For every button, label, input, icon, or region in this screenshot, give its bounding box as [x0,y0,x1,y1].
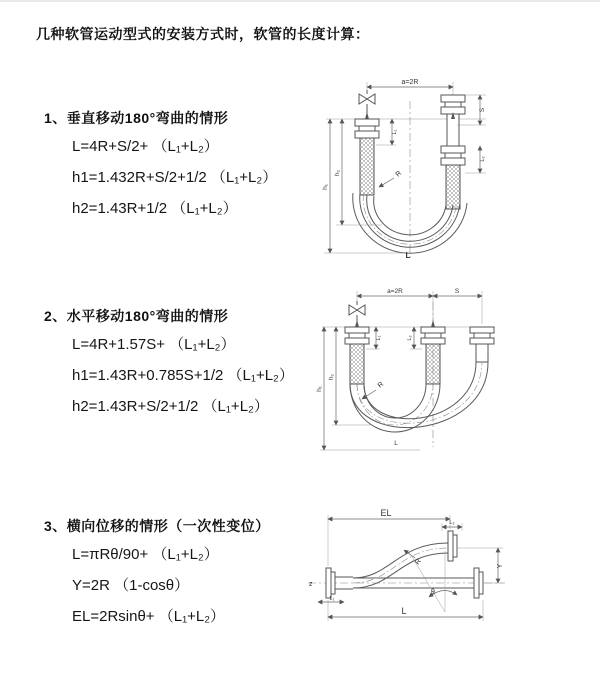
right-pipe-assembly [441,95,465,209]
dim-l2 [442,520,462,531]
dim-l [328,600,483,621]
dim-h1 [316,327,420,450]
dim-label-el: EL [380,508,392,518]
dim-label-h2: h₂ [334,169,341,177]
section-2-formula-h2: h2=1.43R+S/2+1/2 （L₁+L₂） [72,398,269,415]
dim-l2 [465,146,486,173]
section-3-heading: 3、横向位移的情形（一次性变位） [44,518,270,534]
dim-label-h1: h₁ [316,386,323,392]
motion-arrow-up-left [365,112,369,119]
section-1-formula-l: L=4R+S/2+ （L₁+L₂） [72,138,219,155]
dim-label-h2: h₂ [328,373,335,381]
angle-theta-label: θ [431,589,435,596]
section-3-formula-l: L=πRθ/90+ （L₁+L₂） [72,546,219,563]
dim-el [328,508,450,566]
section-vertical-movement [44,110,277,231]
dim-a2r [357,288,433,324]
dim-a2r [367,79,453,95]
section-3-formula-y: Y=2R （1-cosθ） [72,577,190,594]
motion-arrow-left [355,320,359,327]
left-pipe-assembly [355,112,379,195]
dim-label-l2: L₂ [449,520,455,526]
dim-label-y: Y [497,563,504,569]
section-1-formula-h1: h1=1.432R+S/2+1/2 （L₁+L₂） [72,169,278,186]
dim-label-l2: L₂ [480,156,486,162]
length-label: L [405,251,411,260]
page-title: 几种软管运动型式的安装方式时，软管的长度计算： [36,26,370,42]
dim-label-l1: L₁ [392,129,398,135]
dim-l1 [318,596,344,602]
dim-label-s: S [479,107,486,113]
section-2-formula-l: L=4R+1.57S+ （L₁+L₂） [72,336,236,353]
dim-label-a2r: a=2R [387,288,403,295]
centerline-z-mark: z [309,581,313,588]
dim-label-l2: L₂ [407,335,413,341]
section-1-heading: 1、垂直移动180°弯曲的情形 [44,110,229,126]
diagram-vertical-180-bend [310,75,600,260]
right-pipe-assembly [470,327,494,362]
middle-pipe-assembly [421,320,445,384]
scan-edge [0,0,600,2]
section-lateral-displacement [44,518,270,639]
dim-l2 [407,327,422,349]
left-flange-assembly [326,568,353,598]
section-horizontal-movement [44,308,294,429]
section-3-formula-el: EL=2Rsinθ+ （L₁+L₂） [72,608,226,625]
dim-label-l1: L₁ [376,335,382,341]
motion-arrow-middle [431,320,435,327]
left-pipe-assembly [345,320,369,384]
radius-label: R [414,557,423,567]
radius-callout [379,170,403,187]
length-label: L [394,440,398,447]
dim-label-s: S [454,288,460,295]
hose-u-bend-displaced [350,362,488,428]
dim-label-l: L [401,606,407,616]
radius-label: R [376,380,386,390]
hose-s-curve-displaced [353,531,457,588]
dim-s [433,288,482,324]
section-2-heading: 2、水平移动180°弯曲的情形 [44,308,229,324]
diagram-lateral-displacement [298,505,600,645]
section-1-formula-h2: h2=1.43R+1/2 （L₁+L₂） [72,200,238,217]
dim-label-l1: L₁ [329,596,335,602]
diagram-horizontal-180-bend [310,282,600,462]
section-2-formula-h1: h1=1.43R+0.785S+1/2 （L₁+L₂） [72,367,294,384]
dim-label-a2r: a=2R [401,79,419,86]
dim-label-h1: h₁ [322,184,329,190]
radius-label: R [394,169,404,179]
